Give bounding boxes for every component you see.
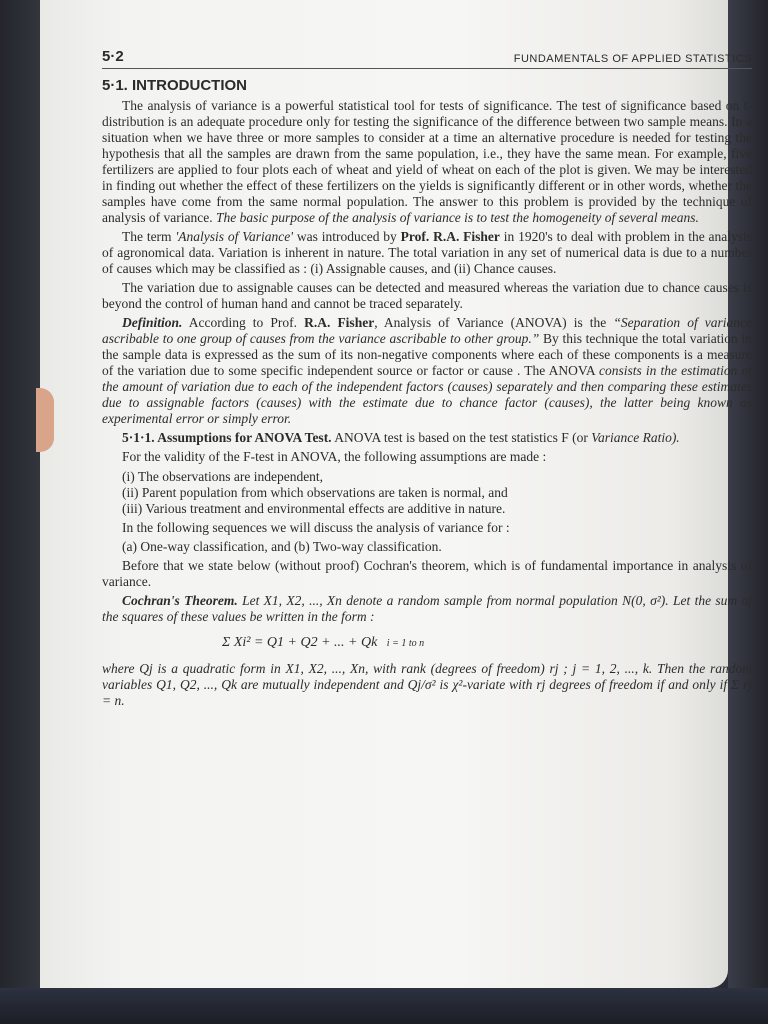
variation-paragraph: The variation due to assignable causes can be detected and measured whereas the variation due to chance causes is beyond the control of human hand and cannot be traced separately. xyxy=(102,280,752,311)
formula-limits: i = 1 to n xyxy=(386,638,425,649)
running-header xyxy=(102,48,752,69)
formula-text: Σ Xi² = Q1 + Q2 + ... + Qk xyxy=(222,635,378,650)
subsection-heading: 5·1·1. Assumptions for ANOVA Test. xyxy=(122,430,332,445)
list-item: (iii) Various treatment and environmental effects are additive in nature. xyxy=(122,501,506,516)
definition-rest: By this technique the total variation in the sample data is expressed as the sum of its non-negative components where each of these components is a measure of the variation due to some specific independent source or factor or cause . The ANOVA xyxy=(102,331,752,378)
intro-italic: The basic purpose of the analysis of variance is to test the homogeneity of several means. xyxy=(215,210,699,225)
list-item: (ii) Parent population from which observations are taken is normal, and xyxy=(122,485,508,500)
definition-lead: According to Prof. xyxy=(188,315,298,330)
validity-line: For the validity of the F-test in ANOVA, the following assumptions are made : xyxy=(122,449,547,464)
definition-quote: “Separation of variance ascribable to one group of causes from the variance ascribable to other group.” xyxy=(102,315,753,346)
before-line: Before that we state below (without proof) Cochran's theorem, which is of fundamental importance in analysis of variance. xyxy=(102,558,752,589)
subsection-lead: ANOVA test is based on the test statistics F (or xyxy=(334,430,588,445)
page-content xyxy=(102,48,752,709)
definition-mid: , Analysis of Variance (ANOVA) is the xyxy=(374,315,607,330)
term-lead: The term xyxy=(122,229,172,244)
intro-text: The analysis of variance is a powerful statistical tool for tests of significance. The test of significance based on t-distribution is an adequate procedure only for testing the significance of the difference between two sample means. In a situation when we have three or more samples to consider at a time an alternative procedure is needed for testing the hypothesis that all the samples are drawn from the same population, i.e., they have the same mean. For example, five fertilizers are applied to four plots each of wheat and yield of wheat on each of the plot is given. We may be interested in finding out whether the effect of these fertilizers on the yields is significantly different or in other words, whether the samples have come from the same normal population. The answer to this problem is provided by the technique of analysis of variance. xyxy=(102,98,752,225)
list-item: (i) The observations are independent, xyxy=(122,469,324,484)
definition-italic: consists in the estimation of the amount of variation due to each of the independent factors (causes) separately and then comparing these estimates due to assignable factors (causes) with the estimate due to chance factor (causes), the latter being known as experimental error or simply error. xyxy=(102,363,753,426)
term-mid: was introduced by xyxy=(296,229,397,244)
cochran-paragraph xyxy=(102,593,752,625)
sum-of-squares-formula xyxy=(222,635,752,651)
assumptions-list xyxy=(122,469,752,517)
term-rest: in 1920's to deal with problem in the analysis of agronomical data. Variation is inherent in nature. The total variation in any set of numerical data is due to a number of causes which may be classified as : (i) Assignable causes, and (ii) Chance causes. xyxy=(102,229,753,276)
cochran-label: Cochran's Theorem. xyxy=(122,593,238,608)
background-bottom xyxy=(0,988,768,1024)
sequence-line: In the following sequences we will discuss the analysis of variance for : xyxy=(122,520,510,535)
intro-paragraph xyxy=(102,98,752,226)
section-heading: 5·1. INTRODUCTION xyxy=(102,77,248,94)
fisher-name: Prof. R.A. Fisher xyxy=(400,229,500,244)
page-number: 5·2 xyxy=(102,48,124,65)
classification-line: (a) One-way classification, and (b) Two-way classification. xyxy=(122,539,442,554)
cochran-after: where Qj is a quadratic form in X1, X2, ..., Xn, with rank (degrees of freedom) rj ; j = 1, 2, ..., k. Then the random variables Q1, Q2, ..., Qk are mutually independent and Qj/σ² is χ²-variate with rj degrees of freedom if and only if Σ rj = n. xyxy=(102,661,752,708)
term-name: 'Analysis of Variance' xyxy=(175,229,294,244)
term-paragraph xyxy=(102,229,752,277)
background-left xyxy=(0,0,42,1024)
subsection-paragraph xyxy=(102,430,752,446)
definition-name: R.A. Fisher xyxy=(304,315,375,330)
definition-label: Definition. xyxy=(122,315,183,330)
book-page xyxy=(40,0,753,988)
subsection-lead-italic: Variance Ratio). xyxy=(591,430,680,445)
running-title: FUNDAMENTALS OF APPLIED STATISTICS xyxy=(513,53,752,65)
cochran-conclusion xyxy=(102,661,752,709)
cochran-intro: Let X1, X2, ..., Xn denote a random sample from normal population N(0, σ²). Let the sum of the squares of these values be written in the form : xyxy=(102,593,753,624)
definition-paragraph xyxy=(102,315,752,427)
thumb xyxy=(36,388,54,452)
